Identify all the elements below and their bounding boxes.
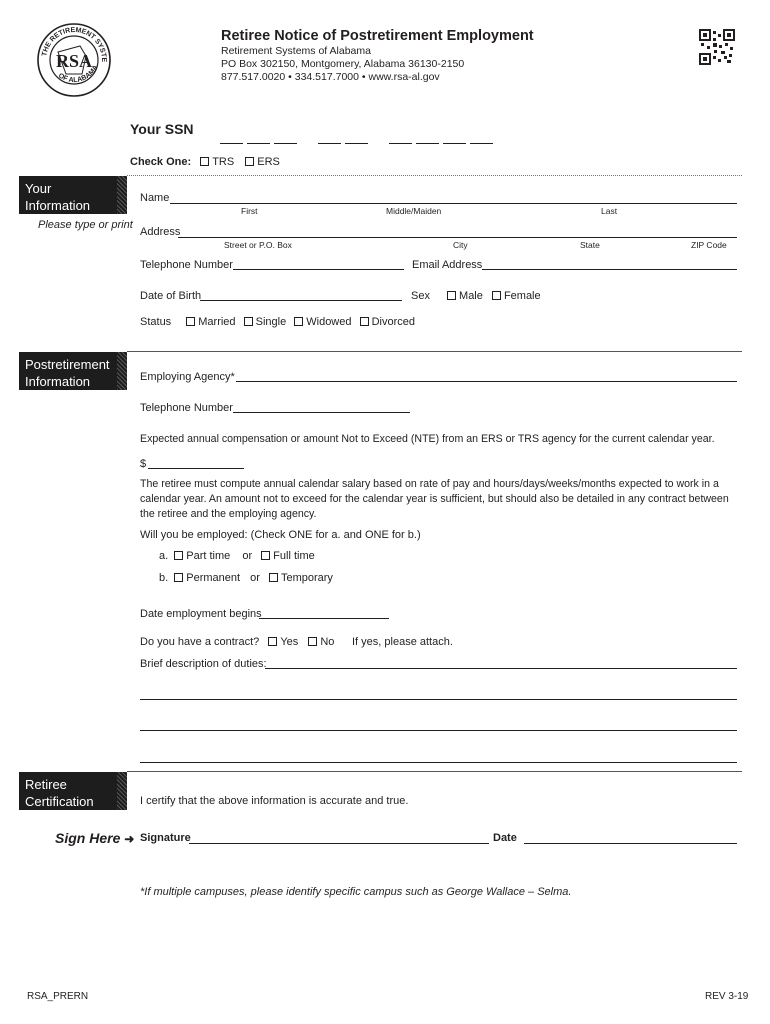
ssn-digit-field[interactable] [220,143,243,144]
date-begins-field[interactable] [259,618,389,619]
part-time-label: Part time [186,550,231,562]
state-sublabel: State [580,240,600,250]
duties-field[interactable] [140,762,737,763]
ssn-digit-field[interactable] [470,143,493,144]
arrow-right-icon: ➜ [124,832,135,846]
zip-sublabel: ZIP Code [691,240,727,250]
duties-label: Brief description of duties: [140,658,267,670]
compute-instructions: The retiree must compute annual calendar salary based on rate of pay and hours/days/weeks/months expected to work in a calendar year. An amount not to exceed for the calendar year is sufficient, but should also be detailed in any contract between the retiree and the employing agency. [140,478,729,520]
part-time-checkbox[interactable] [174,551,183,560]
male-option[interactable] [447,290,483,302]
telephone-label: Telephone Number [140,259,233,271]
signature-label: Signature [140,832,191,844]
email-field[interactable] [482,269,737,270]
contract-group [140,636,334,648]
rsa-logo [36,22,112,98]
form-code: RSA_PRERN [27,991,89,1002]
single-option[interactable] [244,316,287,328]
org-address: PO Box 302150, Montgomery, Alabama 36130-2150 [221,58,465,70]
employment-type-b [159,572,333,584]
ers-checkbox[interactable] [245,157,254,166]
address-field[interactable] [178,237,737,238]
female-option[interactable] [492,290,541,302]
date-begins-label: Date employment begins [140,608,262,620]
widowed-option[interactable] [294,316,351,328]
campus-footnote: *If multiple campuses, please identify specific campus such as George Wallace – Selma. [140,886,572,898]
ssn-digit-field[interactable] [443,143,466,144]
or-text: or [250,572,260,584]
section-divider [127,175,742,176]
agency-telephone-label: Telephone Number [140,402,233,414]
your-information-heading [19,176,127,214]
widowed-checkbox[interactable] [294,317,303,326]
ssn-digit-field[interactable] [247,143,270,144]
employing-agency-field[interactable] [236,381,737,382]
form-title: Retiree Notice of Postretirement Employment [221,28,534,44]
female-checkbox[interactable] [492,291,501,300]
single-checkbox[interactable] [244,317,253,326]
email-label: Email Address [412,259,483,271]
first-name-sublabel: First [241,206,258,216]
qr-code-icon [699,29,735,65]
married-checkbox[interactable] [186,317,195,326]
temporary-option[interactable] [269,572,333,584]
compensation-amount-field[interactable] [148,468,244,469]
or-text: or [242,550,253,562]
male-label: Male [459,290,483,302]
ssn-digit-field[interactable] [416,143,439,144]
permanent-label: Permanent [186,572,241,584]
street-sublabel: Street or P.O. Box [224,240,292,250]
dollar-sign: $ [140,458,147,470]
male-checkbox[interactable] [447,291,456,300]
contract-no-label: No [320,636,335,648]
trs-checkbox[interactable] [200,157,209,166]
full-time-option[interactable] [261,550,315,562]
dob-label: Date of Birth [140,290,202,302]
trs-option-label: TRS [212,156,235,168]
employment-question: Will you be employed: (Check ONE for a. and ONE for b.) [140,529,421,541]
divorced-label: Divorced [371,316,415,328]
section-divider [127,771,742,772]
option-b-label: b. [159,572,169,584]
heading-line: Postretirement [25,357,110,372]
duties-field[interactable] [140,730,737,731]
temporary-label: Temporary [280,572,333,584]
permanent-option[interactable] [174,572,240,584]
sign-here-text: Sign Here [55,830,121,846]
ssn-digit-field[interactable] [318,143,341,144]
status-group [140,316,415,328]
name-field[interactable] [170,203,737,204]
svg-text:THE RETIREMENT SYSTEMS: THE RETIREMENT SYSTE [41,26,108,63]
employment-type-a [159,550,315,562]
ssn-label: Your SSN [130,121,194,137]
signature-date-label: Date [493,832,517,844]
full-time-label: Full time [273,550,315,562]
postretirement-information-heading [19,352,127,390]
dob-field[interactable] [200,300,402,301]
svg-text:RSA: RSA [55,51,93,71]
contract-question: Do you have a contract? [140,636,260,648]
heading-line: Retiree [25,777,67,792]
married-label: Married [198,316,236,328]
org-contact: 877.517.0020 • 334.517.7000 • www.rsa-al.gov [221,71,440,83]
heading-line: Information [25,198,91,213]
contract-no-checkbox[interactable] [308,637,317,646]
permanent-checkbox[interactable] [174,573,183,582]
widowed-label: Widowed [306,316,352,328]
ers-option[interactable] [245,156,280,168]
duties-field[interactable] [265,668,737,669]
ers-option-label: ERS [257,156,280,168]
female-label: Female [503,290,541,302]
check-one-label: Check One: [130,156,192,168]
retiree-certification-heading [19,772,127,810]
check-one-group [130,156,280,168]
sign-here-label [55,830,134,846]
ssn-digit-field[interactable] [345,143,368,144]
employing-agency-label: Employing Agency* [140,371,235,383]
signature-date-field[interactable] [524,843,737,844]
section-divider [127,351,742,352]
agency-telephone-field[interactable] [233,412,410,413]
option-a-label: a. [159,550,169,562]
org-name: Retirement Systems of Alabama [221,45,371,57]
svg-text:OF ALABAMA: OF ALABAMA [56,64,100,85]
ssn-digit-field[interactable] [274,143,297,144]
city-sublabel: City [453,240,468,250]
married-option[interactable] [186,316,235,328]
heading-line: Certification [25,794,94,809]
ssn-digit-field[interactable] [389,143,412,144]
trs-option[interactable] [200,156,234,168]
attach-note: If yes, please attach. [352,636,453,648]
revision-code: REV 3-19 [705,991,749,1002]
divorced-option[interactable] [360,316,415,328]
name-label: Name [140,192,170,204]
part-time-option[interactable] [174,550,230,562]
certify-statement: I certify that the above information is accurate and true. [140,795,409,807]
type-or-print-note: Please type or print [38,219,133,231]
duties-field[interactable] [140,699,737,700]
last-name-sublabel: Last [601,206,618,216]
heading-line: Information [25,374,91,389]
compensation-text: Expected annual compensation or amount Not to Exceed (NTE) from an ERS or TRS agency for the current calendar year. [140,433,715,445]
heading-line: Your [25,181,52,196]
contract-no-option[interactable] [308,636,334,648]
divorced-checkbox[interactable] [360,317,369,326]
status-label: Status [140,316,172,328]
sex-label: Sex [411,290,430,302]
address-label: Address [140,226,181,238]
full-time-checkbox[interactable] [261,551,270,560]
middle-name-sublabel: Middle/Maiden [386,206,442,216]
single-label: Single [255,316,287,328]
contract-yes-checkbox[interactable] [268,637,277,646]
contract-yes-label: Yes [280,636,299,648]
temporary-checkbox[interactable] [269,573,278,582]
signature-field[interactable] [189,843,489,844]
telephone-field[interactable] [233,269,404,270]
sex-group [411,290,541,302]
contract-yes-option[interactable] [268,636,298,648]
